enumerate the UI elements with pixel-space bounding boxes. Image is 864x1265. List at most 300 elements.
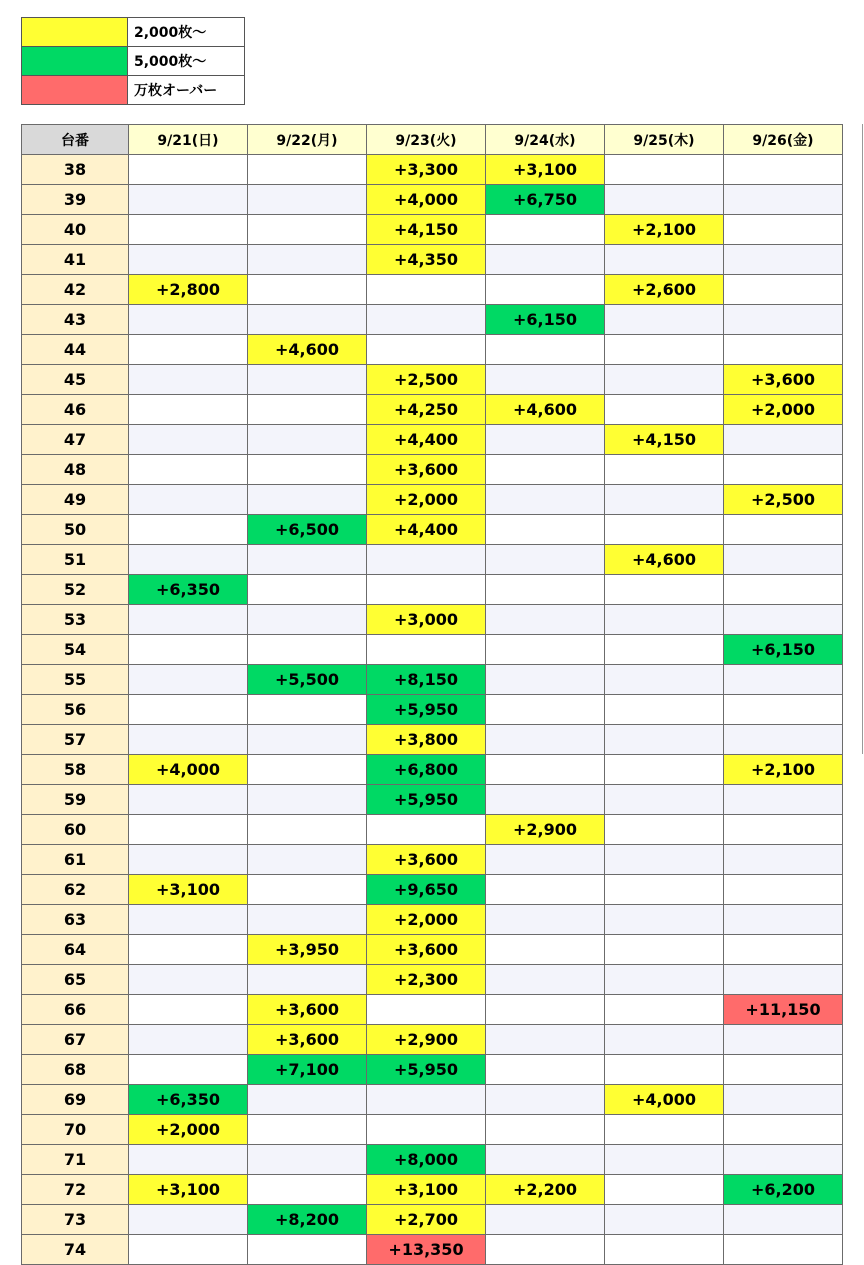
result-cell — [724, 1085, 843, 1115]
machine-number-cell: 59 — [22, 785, 129, 815]
table-row — [22, 215, 843, 245]
table-row — [22, 755, 843, 785]
result-cell — [486, 725, 605, 755]
result-cell: +3,600 — [367, 935, 486, 965]
result-cell: +4,600 — [605, 545, 724, 575]
result-cell — [724, 845, 843, 875]
result-cell: +8,200 — [248, 1205, 367, 1235]
table-row — [22, 455, 843, 485]
machine-number-cell: 39 — [22, 185, 129, 215]
result-cell — [248, 365, 367, 395]
result-cell: +3,100 — [486, 155, 605, 185]
result-cell — [248, 155, 367, 185]
result-cell — [129, 995, 248, 1025]
result-cell — [248, 845, 367, 875]
result-cell: +8,150 — [367, 665, 486, 695]
result-cell — [724, 1115, 843, 1145]
result-cell — [605, 245, 724, 275]
result-cell: +11,150 — [724, 995, 843, 1025]
machine-number-cell: 69 — [22, 1085, 129, 1115]
result-cell — [724, 575, 843, 605]
result-cell — [486, 365, 605, 395]
result-cell: +9,650 — [367, 875, 486, 905]
result-cell — [486, 1055, 605, 1085]
result-cell: +5,950 — [367, 1055, 486, 1085]
machine-number-cell: 68 — [22, 1055, 129, 1085]
result-cell — [605, 695, 724, 725]
table-row — [22, 1055, 843, 1085]
machine-number-cell: 48 — [22, 455, 129, 485]
result-cell — [605, 455, 724, 485]
result-cell: +6,150 — [486, 305, 605, 335]
machine-number-cell: 60 — [22, 815, 129, 845]
legend-label: 5,000枚～ — [128, 47, 245, 76]
result-cell — [129, 725, 248, 755]
result-cell: +6,800 — [367, 755, 486, 785]
result-cell — [724, 155, 843, 185]
results-table — [21, 124, 843, 1265]
result-cell — [605, 515, 724, 545]
result-cell — [605, 1055, 724, 1085]
table-row — [22, 1145, 843, 1175]
result-cell: +4,000 — [605, 1085, 724, 1115]
result-cell — [724, 905, 843, 935]
result-cell: +5,950 — [367, 785, 486, 815]
table-row — [22, 905, 843, 935]
result-cell: +2,000 — [367, 905, 486, 935]
result-cell: +6,200 — [724, 1175, 843, 1205]
result-cell: +4,600 — [486, 395, 605, 425]
result-cell — [724, 425, 843, 455]
table-row — [22, 1235, 843, 1265]
result-cell: +3,600 — [248, 1025, 367, 1055]
table-row — [22, 245, 843, 275]
result-cell: +7,100 — [248, 1055, 367, 1085]
result-cell — [486, 785, 605, 815]
result-cell: +4,000 — [367, 185, 486, 215]
result-cell — [248, 215, 367, 245]
machine-number-cell: 70 — [22, 1115, 129, 1145]
result-cell — [486, 1235, 605, 1265]
legend-swatch-red — [22, 76, 128, 105]
result-cell — [129, 635, 248, 665]
result-cell: +3,600 — [367, 845, 486, 875]
result-cell — [129, 1025, 248, 1055]
table-row — [22, 815, 843, 845]
result-cell — [129, 1145, 248, 1175]
result-cell — [724, 515, 843, 545]
result-cell — [248, 905, 367, 935]
legend-label: 2,000枚～ — [128, 18, 245, 47]
result-cell — [486, 1205, 605, 1235]
table-row — [22, 995, 843, 1025]
result-cell — [486, 665, 605, 695]
table-row — [22, 155, 843, 185]
result-cell — [724, 305, 843, 335]
result-cell: +6,350 — [129, 1085, 248, 1115]
machine-number-cell: 45 — [22, 365, 129, 395]
result-cell: +4,400 — [367, 515, 486, 545]
result-cell — [724, 1025, 843, 1055]
result-cell — [486, 545, 605, 575]
result-cell: +4,150 — [605, 425, 724, 455]
table-row — [22, 515, 843, 545]
result-cell — [367, 335, 486, 365]
machine-number-cell: 46 — [22, 395, 129, 425]
result-cell — [486, 215, 605, 245]
machine-number-cell: 57 — [22, 725, 129, 755]
result-cell — [129, 1055, 248, 1085]
result-cell — [486, 965, 605, 995]
machine-number-cell: 58 — [22, 755, 129, 785]
machine-number-cell: 44 — [22, 335, 129, 365]
result-cell — [486, 695, 605, 725]
result-cell — [486, 275, 605, 305]
result-cell — [129, 395, 248, 425]
table-row — [22, 275, 843, 305]
result-cell — [724, 545, 843, 575]
table-row — [22, 575, 843, 605]
result-cell — [129, 695, 248, 725]
result-cell — [605, 335, 724, 365]
result-cell: +6,500 — [248, 515, 367, 545]
result-cell: +6,750 — [486, 185, 605, 215]
result-cell: +3,100 — [129, 1175, 248, 1205]
result-cell — [248, 545, 367, 575]
result-cell — [605, 1175, 724, 1205]
machine-number-cell: 49 — [22, 485, 129, 515]
result-cell: +3,100 — [129, 875, 248, 905]
legend-row — [22, 47, 245, 76]
machine-number-cell: 51 — [22, 545, 129, 575]
result-cell — [129, 455, 248, 485]
legend-table — [21, 17, 245, 105]
result-cell — [605, 1025, 724, 1055]
result-cell — [724, 875, 843, 905]
result-cell — [248, 1235, 367, 1265]
result-cell — [129, 1235, 248, 1265]
result-cell — [605, 485, 724, 515]
result-cell — [605, 1145, 724, 1175]
result-cell — [605, 785, 724, 815]
result-cell — [486, 245, 605, 275]
legend-label: 万枚オーバー — [128, 76, 245, 105]
result-cell: +6,350 — [129, 575, 248, 605]
result-cell — [605, 845, 724, 875]
result-cell — [129, 665, 248, 695]
result-cell — [605, 995, 724, 1025]
result-cell — [367, 305, 486, 335]
result-cell — [486, 1025, 605, 1055]
header-row — [22, 125, 843, 155]
result-cell: +2,000 — [367, 485, 486, 515]
result-cell — [248, 455, 367, 485]
result-cell — [129, 155, 248, 185]
result-cell — [605, 815, 724, 845]
result-cell — [486, 335, 605, 365]
result-cell: +6,150 — [724, 635, 843, 665]
result-cell — [248, 485, 367, 515]
result-cell — [486, 905, 605, 935]
machine-number-cell: 55 — [22, 665, 129, 695]
machine-number-cell: 50 — [22, 515, 129, 545]
result-cell — [486, 1085, 605, 1115]
result-cell — [724, 335, 843, 365]
result-cell — [129, 335, 248, 365]
machine-number-cell: 47 — [22, 425, 129, 455]
machine-number-cell: 73 — [22, 1205, 129, 1235]
result-cell — [724, 605, 843, 635]
result-cell — [367, 815, 486, 845]
result-cell — [248, 245, 367, 275]
result-cell — [367, 575, 486, 605]
result-cell — [129, 245, 248, 275]
result-cell: +5,950 — [367, 695, 486, 725]
result-cell — [486, 845, 605, 875]
result-cell — [129, 515, 248, 545]
result-cell — [486, 605, 605, 635]
result-cell — [605, 365, 724, 395]
result-cell: +2,700 — [367, 1205, 486, 1235]
date-header: 9/22(月) — [248, 125, 367, 155]
machine-number-cell: 72 — [22, 1175, 129, 1205]
table-row — [22, 305, 843, 335]
machine-number-cell: 54 — [22, 635, 129, 665]
result-cell — [129, 785, 248, 815]
result-cell — [129, 305, 248, 335]
result-cell — [724, 275, 843, 305]
result-cell — [129, 815, 248, 845]
result-cell — [248, 395, 367, 425]
machine-number-cell: 52 — [22, 575, 129, 605]
result-cell — [248, 185, 367, 215]
result-cell — [129, 905, 248, 935]
result-cell — [248, 1145, 367, 1175]
result-cell — [248, 785, 367, 815]
result-cell — [248, 755, 367, 785]
result-cell: +2,500 — [367, 365, 486, 395]
result-cell — [129, 365, 248, 395]
result-cell: +3,100 — [367, 1175, 486, 1205]
result-cell: +2,000 — [129, 1115, 248, 1145]
result-cell — [605, 1235, 724, 1265]
result-cell: +4,150 — [367, 215, 486, 245]
result-cell — [605, 935, 724, 965]
machine-number-cell: 67 — [22, 1025, 129, 1055]
legend-row — [22, 18, 245, 47]
result-cell — [129, 485, 248, 515]
result-cell: +2,600 — [605, 275, 724, 305]
result-cell — [724, 785, 843, 815]
result-cell — [605, 875, 724, 905]
result-cell — [129, 425, 248, 455]
machine-number-header: 台番 — [22, 125, 129, 155]
result-cell — [248, 605, 367, 635]
result-cell: +13,350 — [367, 1235, 486, 1265]
sheet-edge-line — [862, 124, 863, 754]
result-cell — [248, 275, 367, 305]
result-cell — [367, 275, 486, 305]
result-cell — [486, 1115, 605, 1145]
result-cell — [605, 155, 724, 185]
date-header: 9/25(木) — [605, 125, 724, 155]
result-cell — [248, 695, 367, 725]
result-cell — [129, 215, 248, 245]
result-cell — [367, 1115, 486, 1145]
result-cell: +3,800 — [367, 725, 486, 755]
result-cell — [129, 605, 248, 635]
machine-number-cell: 42 — [22, 275, 129, 305]
result-cell: +2,800 — [129, 275, 248, 305]
table-row — [22, 935, 843, 965]
machine-number-cell: 66 — [22, 995, 129, 1025]
result-cell — [486, 755, 605, 785]
result-cell — [724, 245, 843, 275]
result-cell: +2,000 — [724, 395, 843, 425]
result-cell — [129, 1205, 248, 1235]
result-cell — [248, 725, 367, 755]
table-row — [22, 1175, 843, 1205]
result-cell — [486, 635, 605, 665]
result-cell — [367, 1085, 486, 1115]
result-cell — [367, 995, 486, 1025]
result-cell — [248, 575, 367, 605]
result-cell — [605, 635, 724, 665]
table-row — [22, 425, 843, 455]
table-row — [22, 365, 843, 395]
result-cell — [724, 815, 843, 845]
table-row — [22, 335, 843, 365]
result-cell — [248, 1085, 367, 1115]
result-cell — [486, 455, 605, 485]
legend-swatch-green — [22, 47, 128, 76]
table-row — [22, 695, 843, 725]
result-cell — [724, 1055, 843, 1085]
result-cell — [129, 935, 248, 965]
result-cell — [486, 515, 605, 545]
result-cell: +5,500 — [248, 665, 367, 695]
result-cell — [248, 1175, 367, 1205]
result-cell: +3,950 — [248, 935, 367, 965]
date-header: 9/24(水) — [486, 125, 605, 155]
table-row — [22, 545, 843, 575]
result-cell: +4,400 — [367, 425, 486, 455]
result-cell — [605, 575, 724, 605]
result-cell — [724, 965, 843, 995]
machine-number-cell: 65 — [22, 965, 129, 995]
table-row — [22, 485, 843, 515]
result-cell: +4,250 — [367, 395, 486, 425]
machine-number-cell: 38 — [22, 155, 129, 185]
result-cell — [367, 635, 486, 665]
table-row — [22, 605, 843, 635]
result-cell — [248, 875, 367, 905]
machine-number-cell: 53 — [22, 605, 129, 635]
table-row — [22, 1025, 843, 1055]
table-row — [22, 395, 843, 425]
table-row — [22, 965, 843, 995]
result-cell: +2,500 — [724, 485, 843, 515]
result-cell — [248, 305, 367, 335]
result-cell — [486, 425, 605, 455]
result-cell: +2,200 — [486, 1175, 605, 1205]
machine-number-cell: 71 — [22, 1145, 129, 1175]
machine-number-cell: 61 — [22, 845, 129, 875]
result-cell — [248, 1115, 367, 1145]
result-cell — [724, 1145, 843, 1175]
legend-swatch-yellow — [22, 18, 128, 47]
table-row — [22, 635, 843, 665]
machine-number-cell: 74 — [22, 1235, 129, 1265]
result-cell — [129, 185, 248, 215]
result-cell — [724, 1205, 843, 1235]
result-cell — [129, 965, 248, 995]
result-cell: +3,300 — [367, 155, 486, 185]
table-row — [22, 725, 843, 755]
table-row — [22, 875, 843, 905]
result-cell: +2,300 — [367, 965, 486, 995]
table-row — [22, 185, 843, 215]
result-cell: +2,100 — [605, 215, 724, 245]
result-cell — [248, 425, 367, 455]
table-row — [22, 665, 843, 695]
result-cell: +3,600 — [248, 995, 367, 1025]
machine-number-cell: 40 — [22, 215, 129, 245]
result-cell: +4,600 — [248, 335, 367, 365]
result-cell: +3,000 — [367, 605, 486, 635]
table-row — [22, 1205, 843, 1235]
date-header: 9/26(金) — [724, 125, 843, 155]
result-cell — [248, 965, 367, 995]
result-cell — [724, 455, 843, 485]
result-cell: +2,100 — [724, 755, 843, 785]
result-cell — [724, 725, 843, 755]
result-cell — [605, 1115, 724, 1145]
result-cell — [724, 185, 843, 215]
result-cell — [129, 545, 248, 575]
result-cell — [486, 995, 605, 1025]
table-row — [22, 785, 843, 815]
result-cell — [724, 665, 843, 695]
result-cell — [724, 215, 843, 245]
result-cell — [248, 815, 367, 845]
result-cell — [605, 905, 724, 935]
table-row — [22, 1085, 843, 1115]
machine-number-cell: 41 — [22, 245, 129, 275]
result-cell — [605, 305, 724, 335]
legend-row — [22, 76, 245, 105]
result-cell — [486, 485, 605, 515]
result-cell — [605, 395, 724, 425]
date-header: 9/23(火) — [367, 125, 486, 155]
result-cell — [248, 635, 367, 665]
result-cell: +3,600 — [724, 365, 843, 395]
result-cell — [486, 875, 605, 905]
result-cell: +2,900 — [367, 1025, 486, 1055]
result-cell — [486, 575, 605, 605]
result-cell — [605, 185, 724, 215]
result-cell — [605, 725, 724, 755]
result-cell — [724, 695, 843, 725]
result-cell: +4,350 — [367, 245, 486, 275]
result-cell: +3,600 — [367, 455, 486, 485]
table-row — [22, 1115, 843, 1145]
result-cell — [605, 1205, 724, 1235]
result-cell: +8,000 — [367, 1145, 486, 1175]
result-cell — [724, 1235, 843, 1265]
result-cell — [724, 935, 843, 965]
machine-number-cell: 56 — [22, 695, 129, 725]
